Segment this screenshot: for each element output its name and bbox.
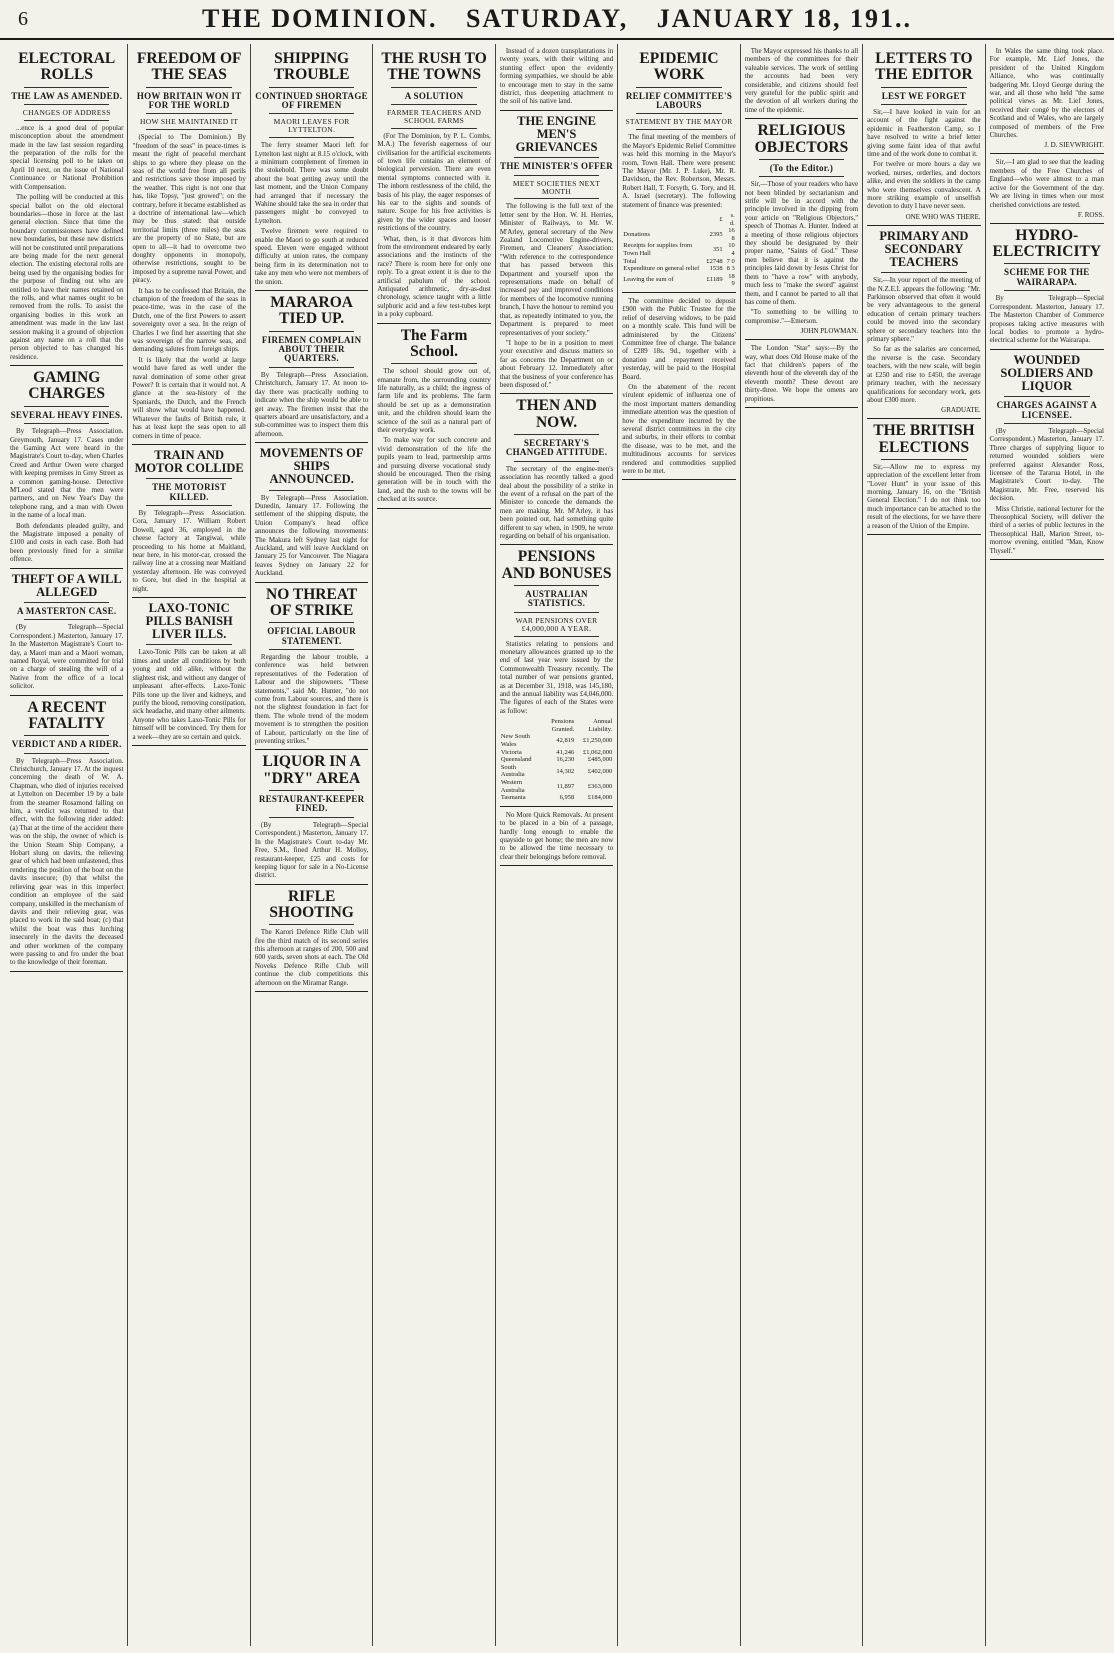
table-cell: 11,897 — [556, 782, 575, 790]
article — [990, 158, 1104, 223]
headline-rule — [269, 622, 354, 623]
headline-rule — [269, 331, 354, 332]
statistics-table — [500, 718, 613, 802]
subhead-rule — [636, 113, 721, 114]
table-row — [622, 227, 735, 242]
column-5 — [496, 44, 618, 1646]
article-subhead: THE LAW AS AMENDED. — [11, 90, 123, 101]
article-subhead: CONTINUED SHORTAGE OF FIREMEN — [255, 90, 368, 110]
article-divider — [10, 695, 123, 696]
article — [745, 344, 858, 408]
article-headline: PENSIONS AND BONUSES — [501, 548, 612, 582]
article-paragraph: So far as the salaries are concerned, the reverse is the case. Secondary teachers, with the new scale, will begin at £250 and rise to £450, the average primary teacher, with the necessary qualifications for secondary work, gets about £300 more. — [867, 345, 981, 404]
subhead-rule — [881, 104, 966, 105]
headline-rule — [269, 790, 354, 791]
table-cell: South Australia — [500, 763, 525, 779]
article-divider — [10, 365, 123, 366]
article — [255, 295, 368, 443]
article — [867, 423, 980, 535]
headline-rule — [24, 735, 109, 736]
article-subhead: WAR PENSIONS OVER £4,000,000 A YEAR. — [515, 615, 598, 633]
letter-signature: JOHN PLOWMAN. — [800, 327, 859, 336]
article — [10, 370, 123, 568]
article-subhead: A MASTERTON CASE. — [17, 605, 117, 616]
headline-rule — [514, 585, 599, 586]
headline-rule — [146, 478, 231, 479]
article-paragraph: What, then, is it that divorces him from the environment endeared by early associations and the instincts of the race? There is room here for only one reply. To a great extent it is due to the artificial pabulum of the school. Antiquated arithmetic, dry-as-dust chronology, science taught with a little sulphuric acid and a few test-tubes kept in a poky cupboard. — [377, 234, 491, 319]
headline-rule — [514, 157, 599, 158]
article-paragraph: It has to be confessed that Britain, the champion of the freedom of the seas in peace-time, was in the case of the Dutch, one of the first Powers to assert sovereignty over a sea. In the reign of Charles I we find her asserting that she was sovereign of the narrow seas, and demanding salutes from foreign ships. — [132, 286, 246, 354]
subhead-rule — [24, 423, 109, 424]
article — [132, 449, 245, 598]
column-1 — [6, 44, 128, 1646]
article — [10, 700, 123, 972]
headline-rule — [391, 87, 476, 88]
table-header-cell: Annual Liability. — [588, 718, 613, 733]
article-headline: RIFLE SHOOTING — [269, 887, 354, 921]
table-row — [622, 265, 735, 273]
headline-rule — [269, 490, 354, 491]
table-cell: £402,000 — [587, 767, 613, 775]
article-divider — [990, 153, 1104, 154]
article-divider — [377, 323, 490, 324]
letter-signature: J. D. SIEVWRIGHT. — [1044, 141, 1104, 150]
paper-date: JANUARY 18, 191.. — [656, 4, 912, 33]
article — [622, 51, 735, 293]
headline-rule — [24, 406, 109, 407]
article-headline: LIQUOR IN A "DRY" AREA — [262, 753, 361, 787]
article-divider — [132, 745, 245, 746]
article-divider — [500, 865, 613, 866]
article-paragraph: The London "Star" says:—By the way, what does Old House make of the fact that children's papers of the eleventh hour of the eleventh day of the eleventh month? These devout are thirty-three. We hope the omens are propitious. — [744, 344, 859, 403]
article-paragraph: The polling will be conducted at this special ballot on the old electoral boundaries—those in force at the last general election. Since that time the boundary commissioners have defined new boundaries, but these new districts will not be constituted until preparations are being made for the next general election. The existing electoral rolls are being used by the organising bodies for the purpose of finding out who are entitled to have their names retained on the rolls, and what names ought to be removed from the rolls. To assist the organising bodies in this work an amendment was made in the law last session making it a ground of objection against any name on a roll that the person objected to has changed his residence. — [10, 193, 124, 361]
subhead-rule — [1004, 290, 1090, 291]
column-6 — [618, 44, 740, 1646]
article-subhead: SEVERAL HEAVY FINES. — [10, 409, 123, 420]
table-cell: 10 4 — [728, 242, 735, 257]
article-divider — [255, 442, 368, 443]
subhead-rule — [269, 817, 354, 818]
article-paragraph: The final meeting of the members of the Mayor's Epidemic Relief Committee was held this morning in the Mayor's room, Town Hall. There were present: The Mayor (Mr. J. P. Luke), Mr. R. Davidson, the Rev. Robertson, Messrs. Robert Hall, T. Forsyth, G. Tory, and H. A. Israel (secretary). The following statement of finance was presented: — [622, 133, 736, 209]
article-divider — [500, 806, 613, 807]
table-cell: 2395 — [709, 230, 723, 238]
article-paragraph: The Mayor expressed his thanks to all members of the committees for their valuable services. The work of settling the accounts had been very considerable, and citizens should feel very grateful for the public spirit and the devotion of all workers during the time of the epidemic. — [744, 47, 859, 114]
article — [255, 447, 368, 582]
headline-rule — [24, 87, 109, 88]
article-subhead: CHANGES OF ADDRESS — [22, 107, 111, 117]
headline-rule — [269, 87, 354, 88]
article-paragraph: "To something to be willing to compromise."—Emerson. — [744, 308, 859, 325]
article-divider — [132, 444, 245, 445]
table-row — [500, 764, 613, 779]
article-divider — [377, 508, 490, 509]
article-paragraph: The school should grow out of, emanate from, the surrounding country life naturally, as a child; the ingress of farm life and its problems. The farm should be set up as a demonstration unit, and the children should learn the science of the soil as a natural part of their everyday work. — [377, 367, 491, 435]
article — [377, 51, 490, 324]
article-headline: SHIPPING TROUBLE — [273, 50, 350, 84]
article-subhead: VERDICT AND A RIDER. — [11, 739, 122, 750]
article-headline: THE RUSH TO THE TOWNS — [381, 50, 487, 84]
article-paragraph: Sir,—In your report of the meeting of the N.Z.E.I. appears the following: "Mr. Parkinson observed that often it would be very advantageous to the general education of certain primary teachers could be moved into the secondary sphere or secondary teachers into the primary sphere." — [867, 276, 981, 344]
article-divider — [990, 559, 1104, 560]
table-cell: £485,000 — [587, 756, 613, 764]
subhead-rule — [24, 753, 109, 754]
subhead-rule — [24, 120, 109, 121]
article-paragraph: (For The Dominion, by P. L. Combs, M.A.) The feverish eagerness of our civilisation for the artificial excitements of town life contains an element of biological perversion. There are even mental symptoms connected with it. The inborn restlessness of the child, the basis of his play, the eager responses of his ear to the sights and sounds of nature. Scope for his free activities is given by the wider spaces and looser restrictions of the country. — [377, 131, 491, 233]
letter-signature: F. ROSS. — [1077, 210, 1104, 219]
table-cell: Donations — [623, 230, 650, 238]
article-paragraph: Sir,—I have looked in vain for an account of the fight against the epidemic in Featherston Camp, so I have resolved to write a brief letter giving some faint idea of that awful time and of the work done to combat it. — [867, 107, 981, 158]
table-header-row — [622, 212, 735, 227]
article-subhead: MAORI LEAVES FOR LYTTELTON. — [273, 117, 350, 135]
article-paragraph: In Wales the same thing took place. For example, Mr. Lief Jones, the president of the United Kingdom Alliance, who was continually badgering Mr. Lloyd George during the war, and all those who held "the same political views as Mr. Lief Jones, received their congé by the electors of Scotland and of Wales, who are largely composed of members of the Free Churches. — [989, 47, 1104, 140]
article-headline: LAXO-TONIC PILLS BANISH LIVER ILLS. — [145, 601, 233, 642]
article-paragraph: The Karori Defence Rifle Club will fire the third match of its second series this afternoon at ranges of 200, 500 and 600 yards, seven shots at each. The Old Noveks Defence Rifle Club will continue the club competitions this afternoon on the Miramar Range. — [254, 928, 369, 987]
subhead-rule — [146, 505, 231, 506]
headline-rule — [759, 159, 844, 160]
article — [10, 573, 123, 696]
article-headline: ELECTORAL ROLLS — [18, 50, 116, 84]
article-paragraph: "I hope to be in a position to meet your executive and discuss matters so far as concerns the Department on or about February 12. Immediately after that the business of your conference has been disposed of." — [499, 338, 614, 389]
subhead-rule — [391, 128, 476, 129]
article-divider — [132, 597, 245, 598]
article-subhead: MEET SOCIETIES NEXT MONTH — [512, 178, 601, 196]
article-paragraph: No More Quick Removals. At present to be placed in a bin of a passage, hardly long enough to enable the quayside to get home; the men are now to be allowed the time necessary to clear their belongings before removal. — [499, 810, 614, 861]
article-paragraph: The following is the full text of the letter sent by the Hon. W. H. Herries, Minister of Railways, to Mr. W. M'Arley, general secretary of the New Zealand Locomotive Engine-drivers, Firemen, and Cleaners' Association: "With reference to the correspondence that has passed between this Department and yourself upon the representations made on behalf of increased pay and improved conditions for members of the locomotive running branch, I have the honour to remind you that, as repeatedly intimated to you, the Department is prepared to meet representatives of your society." — [499, 202, 614, 337]
article-paragraph: The secretary of the engine-men's association has recently talked a good deal about the possibility of a strike in the event of a refusal on the part of the Minister to concede the demands the men are making. Mr. M'Arley, it has been pointed out, had something quite different to say when, in 1909, he wrote regarding on behalf of his organisation. — [499, 464, 614, 540]
article-headline: MOVEMENTS OF SHIPS ANNOUNCED. — [259, 446, 364, 487]
table-cell: 8 3 — [726, 265, 735, 273]
headline-rule — [146, 644, 231, 645]
article-headline: NO THREAT OF STRIKE — [266, 585, 358, 619]
article-divider — [255, 582, 368, 583]
article — [500, 811, 613, 866]
subhead-rule — [1004, 423, 1090, 424]
article-headline: WOUNDED SOLDIERS AND LIQUOR — [1000, 352, 1094, 393]
headline-rule — [514, 434, 599, 435]
column-3 — [251, 44, 373, 1646]
article-divider — [622, 292, 735, 293]
table-header-cell: Pensions Granted. — [551, 718, 575, 733]
table-cell: Western Australia — [500, 778, 525, 794]
article-subhead: SECRETARY'S CHANGED ATTITUDE. — [505, 437, 608, 458]
article-divider — [10, 568, 123, 569]
headline-rule — [881, 87, 966, 88]
article — [867, 230, 980, 419]
article-headline: RELIGIOUS OBJECTORS — [754, 122, 849, 156]
headline-rule — [1004, 263, 1090, 264]
article — [622, 297, 735, 481]
article-subhead: SCHEME FOR THE WAIRARAPA. — [1004, 267, 1090, 287]
article-paragraph: By Telegraph—Press Association. Greymouth, January 17. Cases under the Gaming Act were heard in the Magistrate's Court to-day, when Charles Creed and Arthur Owen were charged with keeping premises in Grey Street as a common gaming-house. Detective M'Leod stated that the men were partners, and on New Year's Day the telephone rang, and a man with Owen in the name of a local man. — [10, 427, 124, 520]
table-header-cell — [500, 718, 540, 733]
paper-day: SATURDAY, — [465, 4, 629, 33]
article-paragraph: (By Telegraph—Special Correspondent.) Masterton, January 17. In the Magistrate's Court to-day Mr. Free, S.M., fined Arthur H. Molloy, restaurant-keeper, £25 and costs for keeping liquor for sale in a No-License district. — [254, 820, 369, 880]
article-subhead: THE MOTORIST KILLED. — [152, 482, 227, 502]
table-cell: Expenditure on general relief — [623, 265, 700, 273]
table-cell: £1189 — [706, 276, 723, 284]
table-cell: 7 0 — [726, 257, 735, 265]
subhead-rule — [759, 176, 844, 177]
table-cell: £1,250,000 — [583, 737, 613, 745]
article-headline: THEFT OF A WILL ALLEGED — [11, 571, 122, 599]
subhead-rule — [636, 129, 721, 130]
article-divider — [500, 544, 613, 545]
article — [132, 602, 245, 746]
table-cell: £184,000 — [587, 794, 613, 802]
newspaper-columns — [6, 44, 1108, 1646]
table-header-row — [500, 718, 613, 733]
article-paragraph: By Telegraph—Press Association. Christchurch, January 17. At noon to-day there was practically nothing to indicate when the ship would be able to get away. The firemen insist that the quarters aboard are unsatisfactory, and a sub-committee was to inspect them this afternoon. — [254, 370, 369, 438]
article-divider — [255, 991, 368, 992]
article-divider — [255, 884, 368, 885]
paper-title: THE DOMINION. — [201, 4, 438, 33]
article — [990, 47, 1104, 154]
article-subhead: AUSTRALIAN STATISTICS. — [525, 588, 588, 609]
subhead-rule — [269, 137, 354, 138]
article — [745, 123, 858, 340]
table-row — [500, 779, 613, 794]
article — [990, 228, 1104, 350]
article-paragraph: (By Telegraph—Special Correspondent.) Masterton, January 17. Three charges of supplying liquor to returned wounded soldiers were preferred against Alexander Ross, licensee of the Tararua Hotel, in the Magistrate's Court to-day. The Magistrate, Mr. Free, reserved his decision. — [989, 427, 1104, 503]
subhead-rule — [269, 367, 354, 368]
table-cell: Tasmania — [500, 794, 526, 802]
table-cell: 14,302 — [556, 767, 575, 775]
article-paragraph: (By Telegraph—Special Correspondent.) Masterton, January 17. In the Masterton Magistrate's Court to-day, a Maori man and a Maori woman, named Royal, were committed for trial on a charge of stealing the will of a Native from the office of a local solicitor. — [10, 623, 124, 691]
table-cell: Queensland — [500, 756, 532, 764]
article-paragraph: Statistics relating to pensions and monetary allowances granted up to the end of last year were issued by the Commonwealth Treasury recently. The total number of war pensions granted, as at December 31, 1918, was 145,180, and the annual liability was £4,046,000. The figures of each of the States were as follow: — [499, 639, 614, 715]
article — [255, 587, 368, 751]
article-headline: TRAIN AND MOTOR COLLIDE — [134, 447, 244, 476]
article — [500, 115, 613, 395]
table-cell: £1,062,000 — [583, 748, 613, 756]
article-subhead: A SOLUTION — [404, 90, 464, 101]
table-cell: New South Wales — [500, 733, 530, 748]
article-divider — [990, 349, 1104, 350]
article-subhead: LEST WE FORGET — [881, 90, 967, 101]
article-divider — [990, 223, 1104, 224]
article-subhead: HOW BRITAIN WON IT FOR THE WORLD — [136, 90, 242, 110]
article-divider — [255, 749, 368, 750]
masthead — [0, 0, 1114, 40]
table-cell: 6,958 — [559, 794, 575, 802]
column-9 — [986, 44, 1108, 1646]
article-headline: FREEDOM OF THE SEAS — [136, 50, 242, 84]
article-paragraph: By Telegraph—Special Correspondent. Masterton, January 17. The Masterton Chamber of Commerce proposes taking active measures with local bodies to promote a hydro-electrical scheme for the Wairarapa. — [989, 294, 1104, 345]
subhead-rule — [24, 619, 109, 620]
article-paragraph: Sir,—Those of your readers who have not been blinded by sectarianism and strife will be in accord with the principle involved in the dipping from your article on "Religious Objectors," speech of Thomas A. Hunter. Indeed at a meeting of those religious objectors they should be designated by their proper name, "Saints of God." These men believe that it is against the principles laid down by Jesus Christ for them to "have a row" with anybody, much less to "make the sword" against them, and I cannot be parted to all that has come of them. — [744, 180, 859, 306]
article — [745, 47, 858, 119]
headline-rule — [269, 924, 354, 925]
article-subhead: CHARGES AGAINST A LICENSEE. — [996, 400, 1098, 420]
article-paragraph: For twelve or more hours a day we worked, nurses, orderlies, and doctors alike, and even the soldiers in the camp who were themselves convalescent. A more striking example of unselfish devotion to duty I have never seen. — [867, 160, 981, 211]
table-cell: Total — [623, 257, 637, 265]
letter-signature: ONE WHO WAS THERE. — [905, 212, 981, 221]
page-number: 6 — [18, 7, 28, 30]
article-headline: THE BRITISH ELECTIONS — [873, 422, 975, 456]
article-paragraph: Sir,—I am glad to see that the leading members of the Free Churches of England—who were almost to a man active for the Government of the day. We are living in times when our most cherished convictions are tested. — [989, 158, 1104, 209]
article-divider — [867, 225, 980, 226]
subhead-rule — [514, 198, 599, 199]
column-2 — [128, 44, 250, 1646]
article-divider — [745, 407, 858, 408]
article-paragraph: The ferry steamer Maori left for Lyttelton last night at 8.15 o'clock, with a minimum complement of firemen in the stokehold. There was some doubt about the boat getting away until the last moment, and the Union Company had arranged that if necessary the Wahine should take the sea in order that passengers might be conveyed to Lyttelton. — [254, 141, 369, 225]
subhead-rule — [514, 612, 599, 613]
article-paragraph: Laxo-Tonic Pills can be taken at all times and under all conditions by both young and old alike, without the slightest risk, and without any danger of unpleasant after-effects. Laxo-Tonic Pills tone up the liver and kidneys, and purify the blood, removing constipation, sick headache, and many other ailments. Anyone who takes Laxo-Tonic Pills for himself will be convinced. Try them for a week—they are so certain and quick. — [132, 648, 246, 741]
article-headline: GAMING CHARGES — [28, 369, 106, 403]
table-cell: 351 — [712, 246, 723, 254]
article-headline: The Farm School. — [400, 326, 468, 360]
subhead-rule — [514, 461, 599, 462]
subhead-rule — [269, 649, 354, 650]
article-divider — [500, 393, 613, 394]
column-4 — [373, 44, 495, 1646]
table-cell: £2748 — [706, 257, 723, 265]
headline-rule — [636, 87, 721, 88]
table-cell: Leaving the sum of — [623, 276, 674, 284]
article-subhead: RELIEF COMMITTEE'S LABOURS — [625, 90, 733, 110]
table-row — [622, 273, 735, 288]
article-paragraph: Regarding the labour trouble, a conference was held between representatives of the Federation of Labour and the shipowners. "These statements," said Mr. Hunter, "do not come from Labour sources, and there is not the slightest foundation in fact for them. The whole trend of the modern movement is to strengthen the position of Labour, particularly on the line of preventing strikes." — [254, 653, 369, 746]
subhead-rule — [269, 113, 354, 114]
table-cell: £363,000 — [587, 782, 613, 790]
table-row — [622, 242, 735, 257]
headline-rule — [24, 602, 109, 603]
table-cell: 18 9 — [728, 272, 735, 288]
article-subhead: OFFICIAL LABOUR STATEMENT. — [267, 626, 357, 646]
table-row — [500, 733, 613, 748]
article-paragraph: Miss Christie, national lecturer for the Theosophical Society, will deliver the third of a series of public lectures in the Theosophical Hall, Marion Street, to-morrow evening, entitled "Man, Know Thyself." — [989, 504, 1104, 555]
article-paragraph: Instead of a dozen transplantations in twenty years, with their wilting and stunting effect upon the evidently forming sympathies, we should be able to encourage men to stay in the same district, thus deepening attachment to the soil of his native land. — [499, 47, 614, 106]
article-headline: A RECENT FATALITY — [27, 698, 107, 732]
table-cell: 16 8 — [728, 227, 735, 242]
article — [500, 398, 613, 545]
article-paragraph: (Special to The Dominion.) By "freedom of the seas" in peace-times is meant the right of peaceful merchant ships to go where they please on the seas of the world free from all perils and restrictions save those imposed by the weather. This right is not one that has, like Topsy, "just growed"; on the contrary, before it became established as a doctrine of international law—which may be thus stated: that outside territorial limits (three miles) the seas are the property of no State, but are open to all—it had to overcome two doughty opponents in monopoly, otherwise restrictions, sought to be imposed by a supreme naval Power, and piracy. — [132, 133, 246, 285]
article-divider — [500, 110, 613, 111]
article-subhead: FIREMEN COMPLAIN ABOUT THEIR QUARTERS. — [261, 334, 362, 364]
subhead-rule — [146, 129, 231, 130]
article-subhead: RESTAURANT-KEEPER FINED. — [258, 794, 365, 814]
article-paragraph: ...ence is a good deal of popular misconception about the amendment made in the law last session regarding the preparation of the rolls for the special licensing poll to be taken on April 10 next, on the issue of National Continuance or National Prohibition with Compensation. — [10, 123, 124, 191]
article-divider — [867, 418, 980, 419]
subhead-rule — [514, 175, 599, 176]
article-paragraph: Both defendants pleaded guilty, and the Magistrate imposed a penalty of £100 and costs in each case. Both had been previously fined for a similar offence. — [10, 521, 124, 564]
table-header-cell — [622, 212, 705, 227]
article-headline: PRIMARY AND SECONDARY TEACHERS — [879, 228, 969, 270]
column-8 — [863, 44, 985, 1646]
article — [990, 354, 1104, 560]
article — [132, 51, 245, 445]
table-header-cell: s. d. — [729, 211, 735, 227]
article-subhead: FARMER TEACHERS AND SCHOOL FARMS — [386, 107, 482, 125]
article — [10, 51, 123, 366]
article-paragraph: On the abatement of the recent virulent epidemic of influenza one of the most important matters demanding immediate attention was the question of how the expenditure incurred by the several district committees in the city and suburbs, in their efforts to combat the disease, was to be met, and the multitudinous accounts for services rendered and commodities supplied were to be met. — [622, 382, 736, 475]
article-paragraph: To make way for such concrete and vivid demonstration of the life the pupils yearn to lead, partnership arms and pursuing diverse vocational study should be encouraged. Then the rising generation will be in touch with the land, and the rush to the towns will be checked at its source. — [377, 436, 491, 504]
article — [867, 51, 980, 226]
table-row — [622, 258, 735, 266]
article-paragraph: By Telegraph—Press Association. Christchurch, January 17. At the inquest concerning the death of W. A. Chapman, who died of injuries received at Lyttelton on December 19 by a bale from the steamer Rosamond falling on him, a verdict was returned to that effect, with the following rider added: (a) That at the time of the accident there was on the ship, the owner of which is the Union Steam Ship Company, a Hobart slung on davits, the relieving gear of which had been unfastened, thus rendering the position of the boat on the davits insecure; (b) that whilst the relieving gear was in this imperfect condition an employee of the said company, unskilled in the mechanism of davits and their relieving gear, was placed to work in the said boat; (c) that whilst the boat was thus lurching insecurely in the davits the deceased and other workmen of the company were passing to and fro under the boat to the knowledge of their foreman. — [10, 756, 124, 967]
article-divider — [255, 290, 368, 291]
article-divider — [867, 534, 980, 535]
subhead-rule — [514, 636, 599, 637]
article-headline: THEN AND NOW. — [516, 397, 597, 431]
table-cell: 42,819 — [556, 737, 575, 745]
article-paragraph: It is likely that the world at large would have fared as well under the naval domination of some other great Power? It is certain that it would not. A glance at the sea-history of the Spaniards, the Dutch, and the French will show what would have happened. Whatever the faults of British rule, it has at least kept the seas open to all comers in time of peace. — [132, 355, 246, 440]
table-row — [500, 794, 613, 802]
article-divider — [10, 971, 123, 972]
article-subhead: STATEMENT BY THE MAYOR — [625, 117, 733, 127]
table-cell: 1538 — [709, 265, 723, 273]
subhead-rule — [146, 113, 231, 114]
subhead-rule — [24, 104, 109, 105]
article-divider — [745, 118, 858, 119]
headline-rule — [881, 459, 966, 460]
article-paragraph: By Telegraph—Press Association. Dunedin, January 17. Following the settlement of the shipping dispute, the Union Company's head office announces the following movements: The Makura left Sydney last night for Auckland, and will leave Auckland on January 25 for Vancouver. The Niagara leaves Sydney on January 22 for Auckland. — [254, 493, 369, 578]
headline-rule — [391, 363, 476, 364]
article-paragraph: Sir,—Allow me to express my appreciation of the excellent letter from "Lover Hunt" in your issue of this morning, January 16, on the "British General Election." I do not think too much importance can be attached to the result of the elections, for we have there a reason of the Union of the Empire. — [867, 462, 981, 530]
table-cell: 41,246 — [556, 748, 575, 756]
article-subhead: (To the Editor.) — [769, 162, 834, 173]
article — [255, 889, 368, 992]
article-headline: THE ENGINE MEN'S GRIEVANCES — [515, 113, 598, 155]
article-paragraph: By Telegraph—Press Association. Cora, January 17. William Robert Dowell, aged 36, employed in the cheese factory at Tangiwai, while proceeding to his home at Maitland, near here, in his motor-car, crossed the railway line at a crossing near Maitland yesterday afternoon. He was conveyed to Gore, but died in the hospital at night. — [132, 509, 246, 593]
article-divider — [745, 339, 858, 340]
article — [500, 549, 613, 806]
article — [377, 328, 490, 509]
article — [255, 754, 368, 884]
article-paragraph: Twelve firemen were required to enable the Maori to go south at reduced speed. Eleven were engaged without difficulty at union rates, the company being firm in its determination not to take any men who were not members of the union. — [254, 227, 369, 286]
article-headline: MARAROA TIED UP. — [270, 294, 353, 328]
article-divider — [622, 479, 735, 480]
subhead-rule — [391, 104, 476, 105]
article-headline: LETTERS TO THE EDITOR — [875, 50, 973, 84]
article-headline: HYDRO-ELECTRICITY — [992, 226, 1102, 261]
statistics-table — [622, 212, 735, 288]
article-subhead: HOW SHE MAINTAINED IT — [140, 117, 239, 127]
article-subhead: THE MINISTER'S OFFER — [500, 161, 614, 172]
column-7 — [741, 44, 863, 1646]
headline-rule — [1004, 396, 1090, 397]
table-header-cell: £ — [719, 215, 723, 223]
letter-signature: GRADUATE. — [941, 406, 981, 415]
table-cell: Victoria — [500, 748, 522, 756]
table-row — [500, 756, 613, 764]
article-headline: EPIDEMIC WORK — [639, 50, 719, 84]
headline-rule — [146, 87, 231, 88]
table-cell: Receipts for supplies from Town Hall — [623, 242, 693, 257]
article — [255, 51, 368, 291]
headline-rule — [881, 272, 966, 273]
article — [500, 47, 613, 111]
paper-title-line — [58, 4, 1056, 34]
table-row — [500, 749, 613, 757]
table-cell: 16,230 — [556, 756, 575, 764]
article-paragraph: The committee decided to deposit £900 with the Public Trustee for the relief of deserving widows, to be paid on a monthly scale. This fund will be administered by the Citizens' Committee free of charge. The balance of £289 18s. 9d., together with a donation and repayment received yesterday, will be paid to the Hospital Board. — [622, 296, 736, 381]
